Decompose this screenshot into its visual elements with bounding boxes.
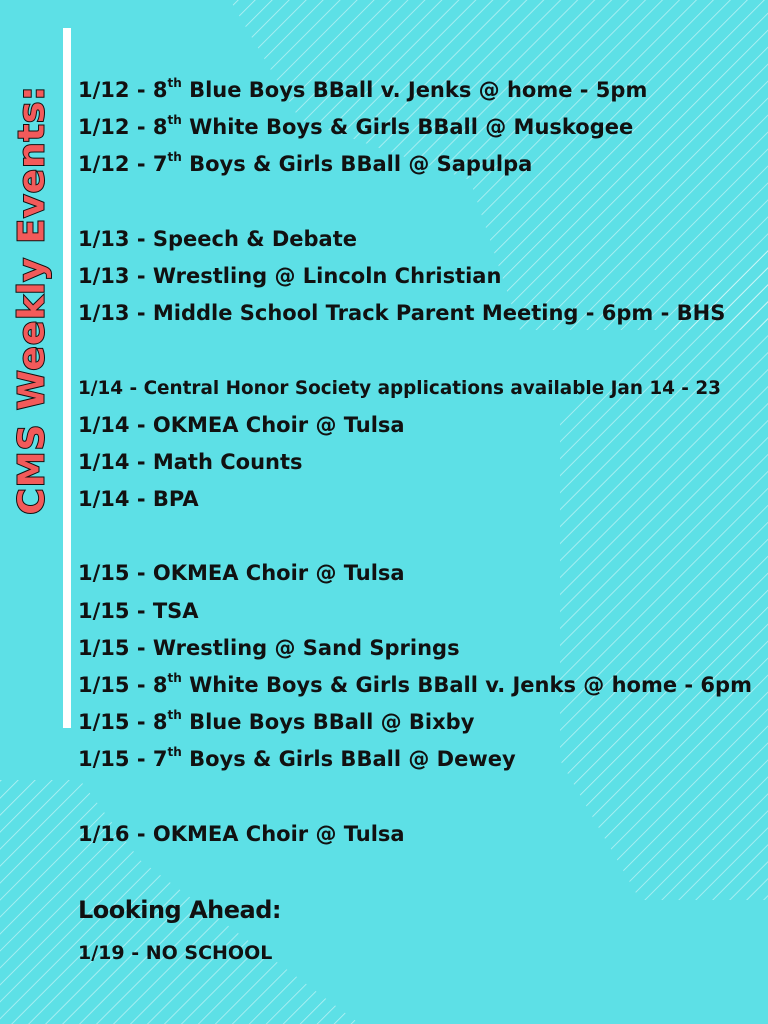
grade-suffix: th [167, 150, 182, 165]
event-item: 1/14 - BPA [78, 487, 199, 512]
event-date: 1/16 [78, 821, 130, 846]
event-date: 1/14 [78, 449, 130, 474]
event-item: 1/14 - Math Counts [78, 449, 303, 474]
grade-suffix: th [167, 745, 182, 760]
event-gap [78, 518, 766, 555]
event-date: 1/14 [78, 377, 124, 399]
event-date: 1/15 [78, 747, 130, 772]
event-item: 1/15 - OKMEA Choir @ Tulsa [78, 561, 405, 586]
grade-suffix: th [167, 671, 182, 685]
event-item: 1/15 - 8th White Boys & Girls BBall v. Jenks @ home - 6pm [78, 671, 752, 697]
event-item: 1/14 - OKMEA Choir @ Tulsa [78, 412, 405, 437]
event-text: OKMEA Choir @ Tulsa [152, 561, 405, 586]
event-text: Boys & Girls BBall @ Dewey [189, 747, 516, 772]
event-grade: 8 [152, 673, 168, 697]
sidebar [0, 70, 64, 530]
event-date: 1/13 [78, 301, 130, 326]
event-date: 1/14 [78, 412, 130, 437]
grade-suffix: th [167, 76, 182, 90]
event-item: 1/15 - 8th Blue Boys BBall @ Bixby [78, 708, 475, 735]
event-date: 1/15 [78, 635, 130, 660]
event-text: Speech & Debate [152, 226, 357, 251]
event-text: OKMEA Choir @ Tulsa [152, 412, 405, 437]
event-text: White Boys & Girls BBall @ Muskogee [189, 115, 634, 140]
sidebar-title: CMS Weekly Events: [11, 85, 53, 515]
event-text: Wrestling @ Sand Springs [152, 635, 460, 660]
event-item: 1/13 - Wrestling @ Lincoln Christian [78, 263, 502, 288]
event-item: 1/15 - Wrestling @ Sand Springs [78, 635, 460, 660]
event-text: Boys & Girls BBall @ Sapulpa [189, 152, 533, 177]
event-date: 1/13 [78, 226, 130, 251]
event-text: Middle School Track Parent Meeting - 6pm - BHS [152, 301, 726, 326]
event-date: 1/15 [78, 673, 130, 697]
looking-ahead-item: 1/19 - NO SCHOOL [78, 942, 273, 964]
event-text: BPA [152, 487, 199, 512]
event-date: 1/15 [78, 710, 130, 735]
event-date: 1/15 [78, 561, 130, 586]
event-item: 1/13 - Speech & Debate [78, 226, 357, 251]
event-date: 1/14 [78, 487, 130, 512]
event-item: 1/12 - 8th Blue Boys BBall v. Jenks @ home - 5pm [78, 76, 648, 102]
event-grade: 8 [152, 115, 168, 140]
event-text: Wrestling @ Lincoln Christian [152, 263, 502, 288]
event-gap [78, 779, 766, 816]
event-text: White Boys & Girls BBall v. Jenks @ home - 6pm [189, 673, 752, 697]
event-text: Math Counts [152, 449, 303, 474]
vertical-divider [63, 28, 71, 728]
event-date: 1/12 [78, 152, 130, 177]
event-grade: 7 [152, 152, 168, 177]
event-text: Blue Boys BBall @ Bixby [189, 710, 475, 735]
event-text: Central Honor Society applications available Jan 14 - 23 [143, 377, 721, 399]
event-date: 1/12 [78, 78, 130, 102]
event-grade: 8 [152, 710, 168, 735]
event-date: 1/15 [78, 598, 130, 623]
events-list [78, 72, 766, 853]
event-text: OKMEA Choir @ Tulsa [152, 821, 405, 846]
event-item: 1/16 - OKMEA Choir @ Tulsa [78, 821, 405, 846]
event-text: TSA [152, 598, 199, 623]
event-text: Blue Boys BBall v. Jenks @ home - 5pm [189, 78, 648, 102]
event-gap [78, 184, 766, 221]
event-grade: 8 [152, 78, 168, 102]
event-grade: 7 [152, 747, 168, 772]
event-date: 1/12 [78, 115, 130, 140]
grade-suffix: th [167, 113, 182, 128]
looking-ahead-title: Looking Ahead: [78, 896, 281, 924]
event-item: 1/14 - Central Honor Society applications available Jan 14 - 23 [78, 377, 721, 399]
event-date: 1/13 [78, 263, 130, 288]
event-item: 1/13 - Middle School Track Parent Meeting - 6pm - BHS [78, 301, 726, 326]
grade-suffix: th [167, 708, 182, 723]
event-gap [78, 332, 766, 369]
event-item: 1/12 - 7th Boys & Girls BBall @ Sapulpa [78, 150, 533, 177]
event-item: 1/15 - TSA [78, 598, 199, 623]
event-item: 1/15 - 7th Boys & Girls BBall @ Dewey [78, 745, 516, 772]
event-item: 1/12 - 8th White Boys & Girls BBall @ Muskogee [78, 113, 634, 140]
